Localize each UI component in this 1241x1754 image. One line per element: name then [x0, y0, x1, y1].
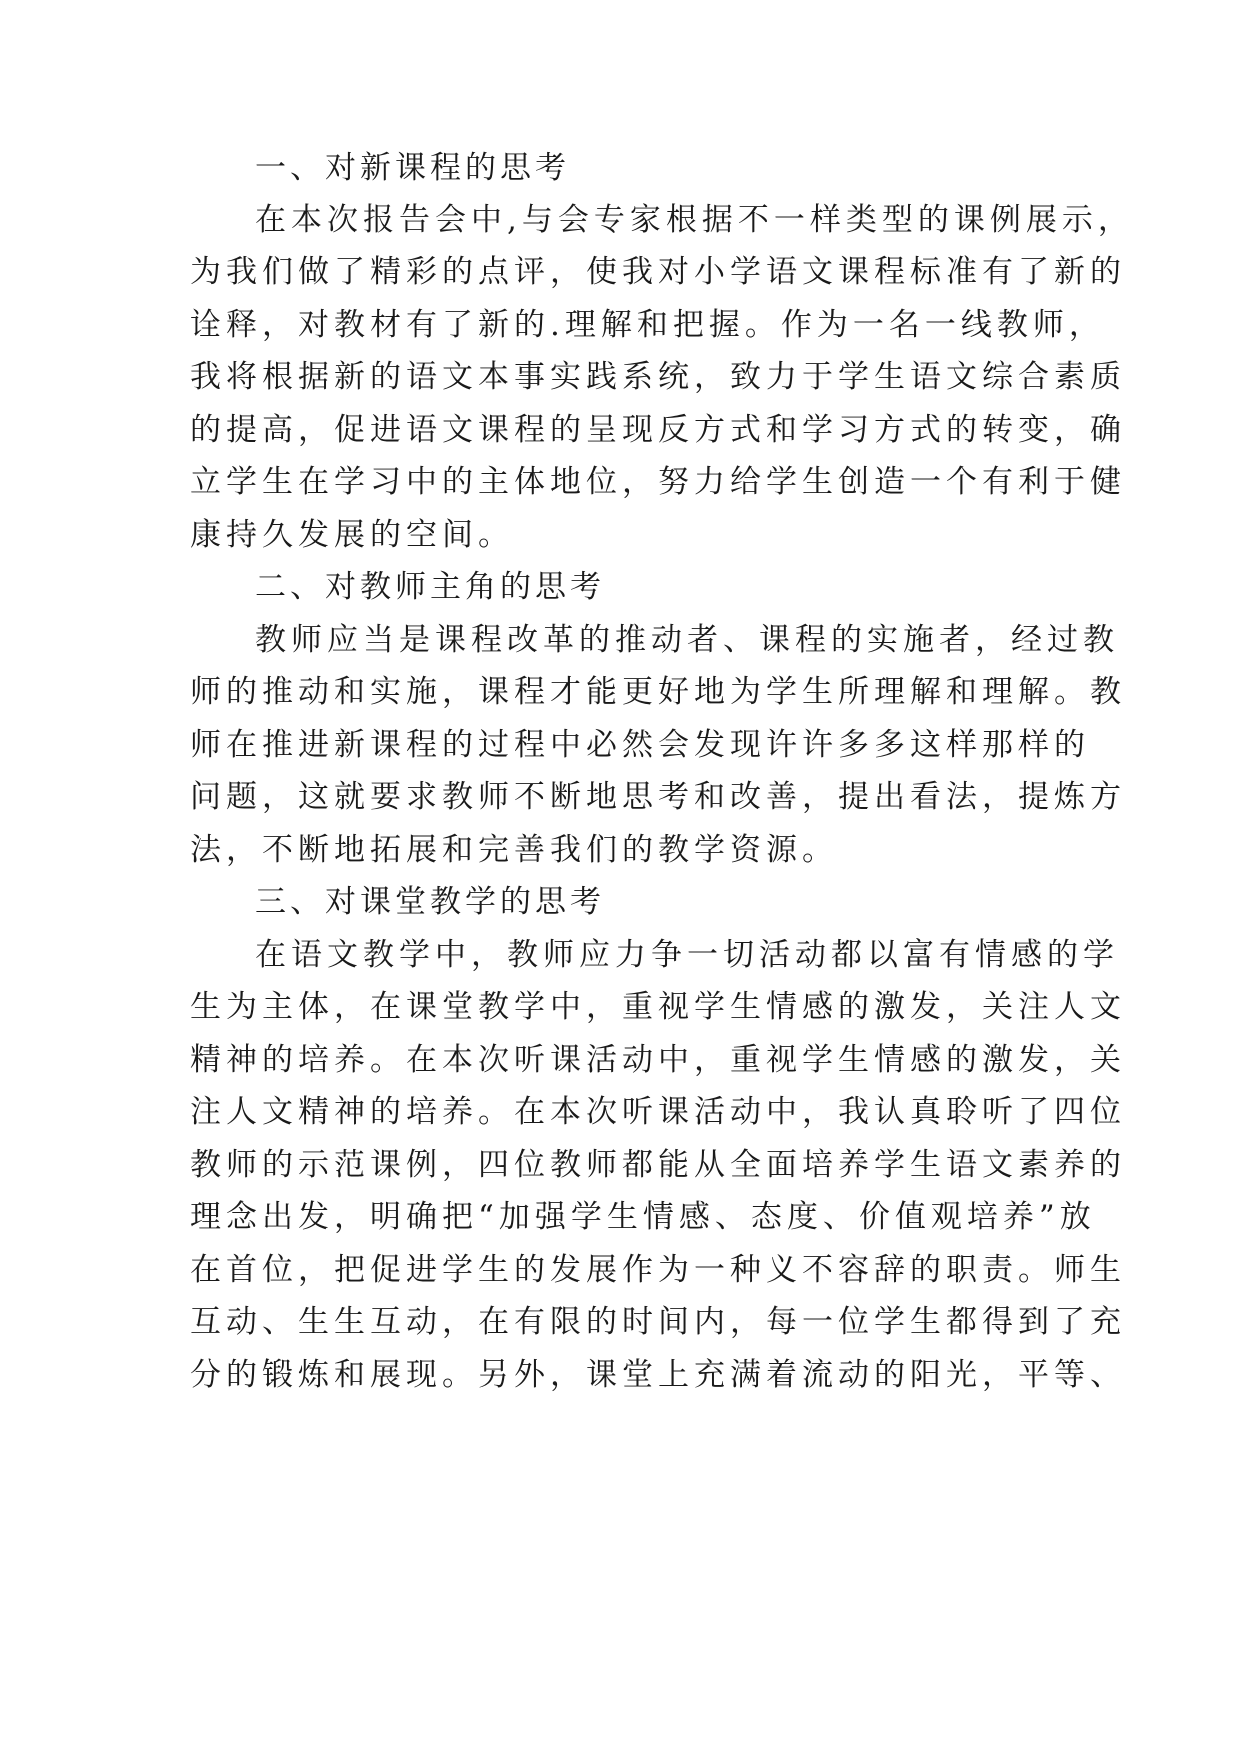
paragraph-line: 注人文精神的培养。在本次听课活动中，我认真聆听了四位: [190, 1094, 1126, 1130]
paragraph-line: 教师的示范课例，四位教师都能从全面培养学生语文素养的: [190, 1147, 1126, 1183]
paragraph-line: 的提高，促进语文课程的呈现反方式和学习方式的转变，确: [190, 412, 1126, 448]
paragraph-line: 互动、生生互动，在有限的时间内，每一位学生都得到了充: [190, 1304, 1126, 1340]
paragraph-line: 问题，这就要求教师不断地思考和改善，提出看法，提炼方: [190, 779, 1126, 815]
section-heading: 二、对教师主角的思考: [255, 569, 605, 605]
paragraph-line: 教师应当是课程改革的推动者、课程的实施者，经过教: [255, 622, 1119, 658]
paragraph-line: 法，不断地拓展和完善我们的教学资源。: [190, 832, 838, 868]
section-heading: 三、对课堂教学的思考: [255, 884, 605, 920]
paragraph-line: 师的推动和实施，课程才能更好地为学生所理解和理解。教: [190, 674, 1126, 710]
paragraph-line: 分的锻炼和展现。另外，课堂上充满着流动的阳光，平等、: [190, 1357, 1126, 1393]
paragraph-line: 立学生在学习中的主体地位，努力给学生创造一个有利于健: [190, 464, 1126, 500]
paragraph-line: 为我们做了精彩的点评，使我对小学语文课程标准有了新的: [190, 254, 1126, 290]
section-heading: 一、对新课程的思考: [255, 150, 570, 186]
paragraph-line: 生为主体，在课堂教学中，重视学生情感的激发，关注人文: [190, 989, 1126, 1025]
paragraph-line: 诠释，对教材有了新的.理解和把握。作为一名一线教师，: [190, 307, 1105, 343]
paragraph-line: 康持久发展的空间。: [190, 517, 514, 553]
paragraph-line: 在语文教学中，教师应力争一切活动都以富有情感的学: [255, 937, 1119, 973]
paragraph-line: 理念出发，明确把“加强学生情感、态度、价值观培养”放: [190, 1199, 1096, 1235]
paragraph-line: 在本次报告会中,与会专家根据不一样类型的课例展示，: [255, 202, 1134, 238]
paragraph-line: 精神的培养。在本次听课活动中，重视学生情感的激发，关: [190, 1042, 1126, 1078]
paragraph-line: 师在推进新课程的过程中必然会发现许许多多这样那样的: [190, 727, 1090, 763]
paragraph-line: 在首位，把促进学生的发展作为一种义不容辞的职责。师生: [190, 1252, 1126, 1288]
paragraph-line: 我将根据新的语文本事实践系统，致力于学生语文综合素质: [190, 359, 1126, 395]
